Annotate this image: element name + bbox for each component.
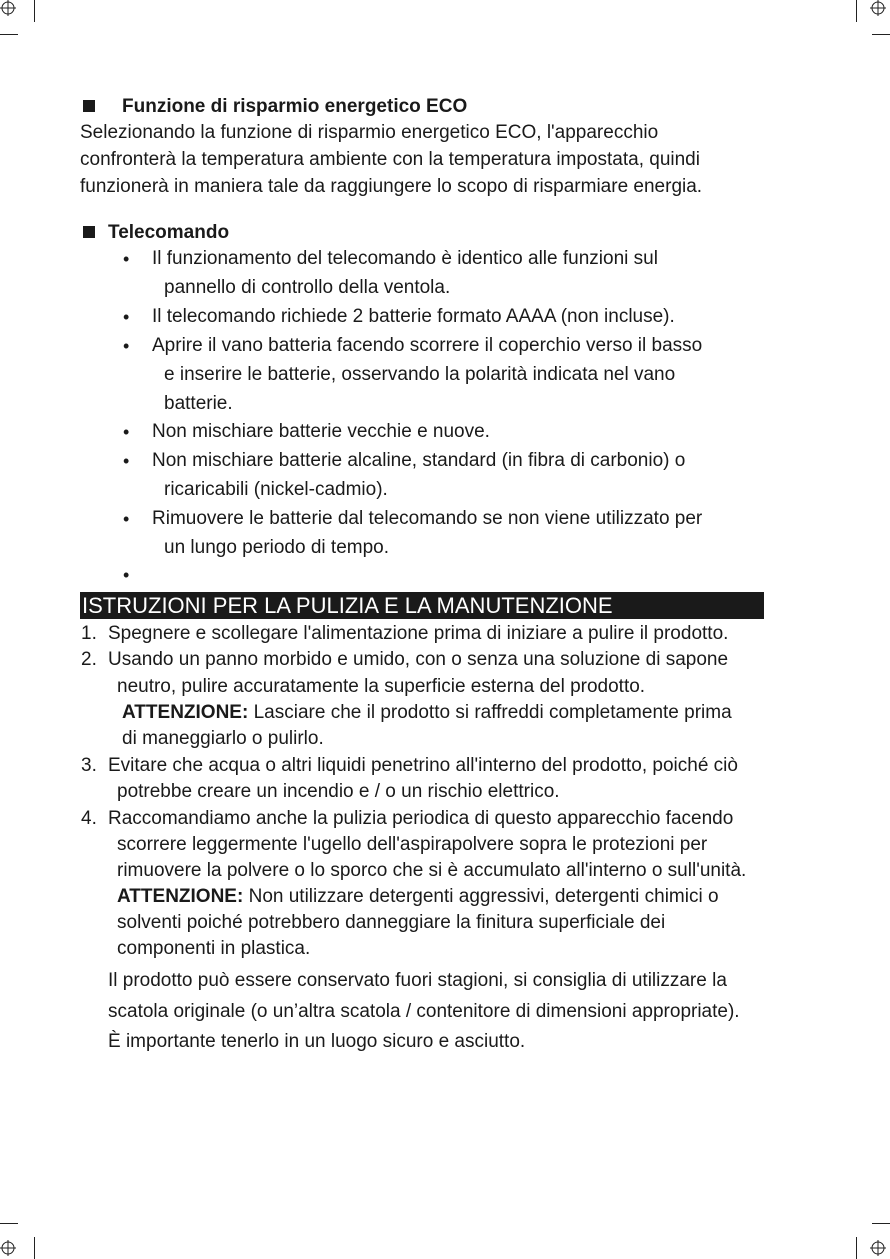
bullet-icon: • [123, 307, 130, 327]
remote-heading: Telecomando [108, 222, 230, 243]
registration-mark-icon [870, 1240, 886, 1256]
remote-item-line: Non mischiare batterie alcaline, standard (in fibra di carbonio) o [152, 450, 686, 471]
crop-mark [872, 1223, 890, 1224]
step-number: 3. [81, 755, 97, 776]
step-text-line: di maneggiarlo o pulirlo. [122, 728, 324, 749]
remote-item-line: Il telecomando richiede 2 batterie formato AAAA (non incluse). [152, 306, 675, 327]
step-text-line: solventi poiché potrebbero danneggiare la finitura superficiale dei [117, 912, 666, 933]
bullet-icon: • [123, 336, 130, 356]
step-text-line: Usando un panno morbido e umido, con o senza una soluzione di sapone [108, 649, 729, 670]
remote-item-line: e inserire le batterie, osservando la polarità indicata nel vano [164, 364, 676, 385]
eco-heading: Funzione di risparmio energetico ECO [122, 96, 468, 117]
bullet-icon: • [123, 565, 130, 585]
section-banner: ISTRUZIONI PER LA PULIZIA E LA MANUTENZIONE [80, 592, 764, 619]
bullet-icon: • [123, 451, 130, 471]
step-text-line: potrebbe creare un incendio e / o un rischio elettrico. [117, 781, 560, 802]
step-text-line: Raccomandiamo anche la pulizia periodica di questo apparecchio facendo [108, 808, 734, 829]
eco-text-line: Selezionando la funzione di risparmio energetico ECO, l'apparecchio [80, 122, 659, 143]
eco-text-line: funzionerà in maniera tale da raggiungere lo scopo di risparmiare energia. [80, 176, 703, 197]
crop-mark [872, 34, 890, 35]
crop-mark [0, 34, 18, 35]
remote-item-line: Rimuovere le batterie dal telecomando se non viene utilizzato per [152, 508, 703, 529]
warning-text: Lasciare che il prodotto si raffreddi completamente prima [253, 702, 732, 723]
step-text-line: neutro, pulire accuratamente la superficie esterna del prodotto. [117, 676, 646, 697]
crop-mark [856, 0, 857, 22]
step-text-line: rimuovere la polvere o lo sporco che si è accumulato all'interno o sull'unità. [117, 860, 747, 881]
bullet-icon: • [123, 249, 130, 269]
step-text-line: scorrere leggermente l'ugello dell'aspirapolvere sopra le protezioni per [117, 834, 708, 855]
registration-mark-icon [0, 1240, 16, 1256]
registration-mark-icon [870, 0, 886, 16]
step-number: 1. [81, 623, 97, 644]
bullet-icon: • [123, 509, 130, 529]
warning-text: Non utilizzare detergenti aggressivi, detergenti chimici o [248, 886, 719, 907]
crop-mark [34, 0, 35, 22]
registration-mark-icon [0, 0, 16, 16]
warning-label: ATTENZIONE: [122, 702, 249, 723]
step-text-line: Spegnere e scollegare l'alimentazione prima di iniziare a pulire il prodotto. [108, 623, 729, 644]
eco-text-line: confronterà la temperatura ambiente con la temperatura impostata, quindi [80, 149, 700, 170]
square-bullet-icon [83, 226, 95, 238]
step-number: 2. [81, 649, 97, 670]
bullet-icon: • [123, 422, 130, 442]
remote-item-line: batterie. [164, 393, 233, 414]
remote-item-line: Il funzionamento del telecomando è identico alle funzioni sul [152, 248, 658, 269]
warning-label: ATTENZIONE: [117, 886, 244, 907]
crop-mark [34, 1237, 35, 1259]
crop-mark [856, 1237, 857, 1259]
step-text-line: Evitare che acqua o altri liquidi penetrino all'interno del prodotto, poiché ciò [108, 755, 738, 776]
storage-text-line: Il prodotto può essere conservato fuori stagioni, si consiglia di utilizzare la [108, 970, 727, 991]
warning-line [117, 885, 719, 909]
remote-item-line: ricaricabili (nickel-cadmio). [164, 479, 388, 500]
storage-text-line: È importante tenerlo in un luogo sicuro e asciutto. [108, 1031, 526, 1052]
warning-line [122, 701, 732, 725]
step-number: 4. [81, 808, 97, 829]
remote-item-line: pannello di controllo della ventola. [164, 277, 451, 298]
remote-item-line: Non mischiare batterie vecchie e nuove. [152, 421, 490, 442]
remote-item-line: un lungo periodo di tempo. [164, 537, 389, 558]
square-bullet-icon [83, 100, 95, 112]
remote-item-line: Aprire il vano batteria facendo scorrere il coperchio verso il basso [152, 335, 703, 356]
storage-text-line: scatola originale (o un’altra scatola / contenitore di dimensioni appropriate). [108, 1001, 740, 1022]
crop-mark [0, 1223, 18, 1224]
step-text-line: componenti in plastica. [117, 938, 311, 959]
